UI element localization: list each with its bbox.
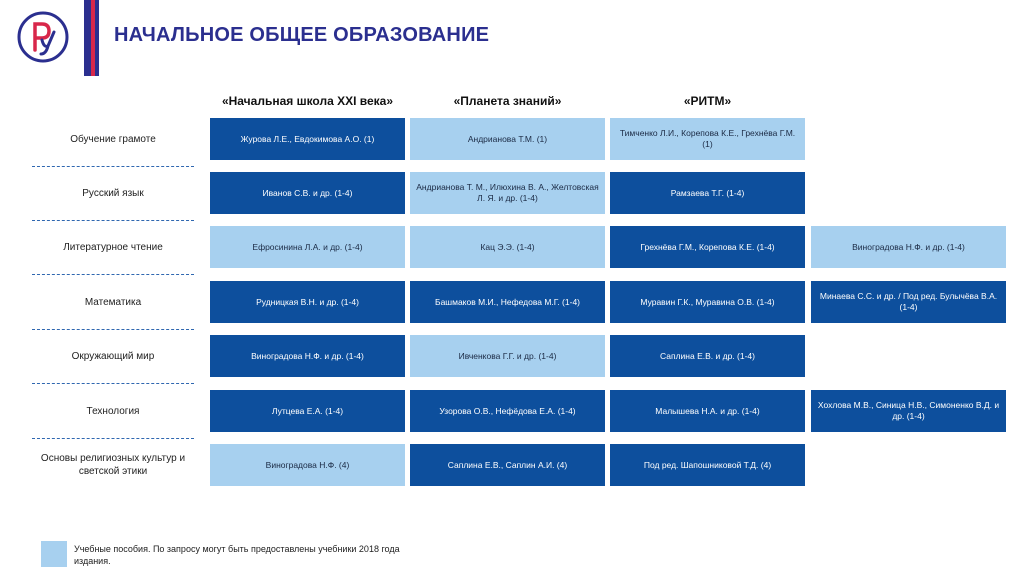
textbook-cell: Под ред. Шапошниковой Т.Д. (4) xyxy=(610,444,805,486)
textbook-cell: Малышева Н.А. и др. (1-4) xyxy=(610,390,805,432)
textbook-cell: Рамзаева Т.Г. (1-4) xyxy=(610,172,805,214)
row-separator xyxy=(32,383,194,384)
subject-label: Обучение грамоте xyxy=(70,133,156,145)
study-guide-cell: Тимченко Л.И., Корепова К.Е., Грехнёва Г.М. (1) xyxy=(610,118,805,160)
legend-text: Учебные пособия. По запросу могут быть предоставлены учебники 2018 года издания. xyxy=(74,544,400,566)
textbook-cell: Саплина Е.В. и др. (1-4) xyxy=(610,335,805,377)
subject-label: Технология xyxy=(86,405,140,417)
ru-publisher-logo-icon xyxy=(16,10,70,64)
column-header: «РИТМ» xyxy=(683,94,732,108)
textbook-cell: Виноградова Н.Ф. и др. (1-4) xyxy=(210,335,405,377)
textbook-cell: Саплина Е.В., Саплин А.И. (4) xyxy=(410,444,605,486)
study-guide-cell: Андрианова Т. М., Илюхина В. А., Желтовская Л. Я. и др. (1-4) xyxy=(410,172,605,214)
row-separator xyxy=(32,438,194,439)
header-accent-stripe xyxy=(91,0,95,76)
subject-label: Основы религиозных культур и светской этики xyxy=(40,453,186,477)
textbook-cell: Рудницкая В.Н. и др. (1-4) xyxy=(210,281,405,323)
study-guide-cell: Виноградова Н.Ф. и др. (1-4) xyxy=(811,226,1006,268)
study-guide-cell: Ефросинина Л.А. и др. (1-4) xyxy=(210,226,405,268)
textbook-cell: Лутцева Е.А. (1-4) xyxy=(210,390,405,432)
textbook-cell: Хохлова М.В., Синица Н.В., Симоненко В.Д. и др. (1-4) xyxy=(811,390,1006,432)
textbook-cell: Узорова О.В., Нефёдова Е.А. (1-4) xyxy=(410,390,605,432)
study-guide-cell: Андрианова Т.М. (1) xyxy=(410,118,605,160)
study-guide-cell: Виноградова Н.Ф. (4) xyxy=(210,444,405,486)
subject-label: Литературное чтение xyxy=(63,241,163,253)
page-title: НАЧАЛЬНОЕ ОБЩЕЕ ОБРАЗОВАНИЕ xyxy=(114,24,490,46)
study-guide-cell: Кац Э.Э. (1-4) xyxy=(410,226,605,268)
study-guide-cell: Ивченкова Г.Г. и др. (1-4) xyxy=(410,335,605,377)
subject-label: Окружающий мир xyxy=(71,350,155,362)
textbook-cell: Минаева С.С. и др. / Под ред. Булычёва В.А. (1-4) xyxy=(811,281,1006,323)
column-header: «Начальная школа XXI века» xyxy=(221,94,394,108)
textbook-cell: Муравин Г.К., Муравина О.В. (1-4) xyxy=(610,281,805,323)
textbook-cell: Журова Л.Е., Евдокимова А.О. (1) xyxy=(210,118,405,160)
row-separator xyxy=(32,220,194,221)
row-separator xyxy=(32,166,194,167)
legend-swatch xyxy=(41,541,67,567)
subject-label: Математика xyxy=(84,296,142,308)
textbook-cell: Иванов С.В. и др. (1-4) xyxy=(210,172,405,214)
row-separator xyxy=(32,274,194,275)
column-header: «Планета знаний» xyxy=(453,94,562,108)
subject-label: Русский язык xyxy=(82,187,144,199)
textbook-cell: Башмаков М.И., Нефедова М.Г. (1-4) xyxy=(410,281,605,323)
row-separator xyxy=(32,329,194,330)
textbook-cell: Грехнёва Г.М., Корепова К.Е. (1-4) xyxy=(610,226,805,268)
